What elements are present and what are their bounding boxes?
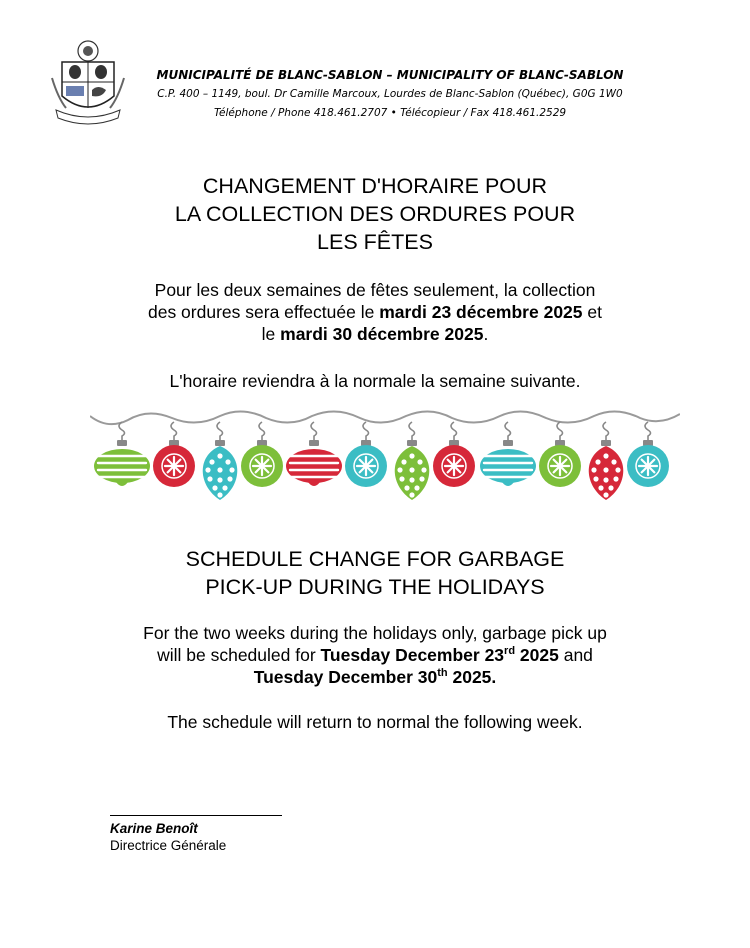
french-title-line: CHANGEMENT D'HORAIRE POUR xyxy=(202,174,548,198)
english-date-1: Tuesday December 23rd 2025 xyxy=(320,645,559,665)
ornament-12 xyxy=(627,422,669,487)
french-title-line: LA COLLECTION DES ORDURES POUR xyxy=(174,202,576,226)
ornament-5 xyxy=(286,422,342,486)
municipality-name: MUNICIPALITÉ DE BLANC-SABLON – MUNICIPALITY OF BLANC-SABLON xyxy=(156,68,624,82)
ornament-10 xyxy=(539,422,581,487)
signatory-name: Karine Benoît xyxy=(110,821,198,836)
ornament-7 xyxy=(395,422,430,500)
signature-line xyxy=(110,815,282,816)
ornament-1 xyxy=(94,422,150,486)
french-notice-line: des ordures sera effectuée le mardi 23 décembre 2025 et xyxy=(147,302,602,322)
french-title xyxy=(60,172,690,256)
signatory-title: Directrice Générale xyxy=(110,838,227,853)
ornament-4 xyxy=(241,422,283,487)
english-notice-line: will be scheduled for Tuesday December 23rd 2025 and xyxy=(157,645,593,665)
french-notice xyxy=(60,279,690,345)
municipality-crest-logo xyxy=(48,38,128,128)
english-date-2: Tuesday December 30th 2025. xyxy=(253,667,497,687)
ornament-11 xyxy=(589,422,624,500)
municipality-phone: Téléphone / Phone 418.461.2707 • Télécopieur / Fax 418.461.2529 xyxy=(213,107,567,119)
municipality-address: C.P. 400 – 1149, boul. Dr Camille Marcoux, Lourdes de Blanc-Sablon (Québec), G0G 1W0 xyxy=(157,88,623,100)
english-title-line: PICK-UP DURING THE HOLIDAYS xyxy=(205,575,545,599)
christmas-ornament-garland xyxy=(90,404,680,504)
french-date-2: mardi 30 décembre 2025 xyxy=(280,324,484,344)
english-title xyxy=(60,545,690,601)
garland-string-line xyxy=(90,411,680,424)
french-notice-line: le mardi 30 décembre 2025. xyxy=(261,324,489,344)
english-notice-line: For the two weeks during the holidays only, garbage pick up xyxy=(143,623,607,643)
ornament-2 xyxy=(153,422,195,487)
french-title-line: LES FÊTES xyxy=(317,230,433,254)
english-title-line: SCHEDULE CHANGE FOR GARBAGE xyxy=(185,547,565,571)
ornament-9 xyxy=(480,422,536,486)
ornament-8 xyxy=(433,422,475,487)
french-return-note: L'horaire reviendra à la normale la semaine suivante. xyxy=(169,371,581,391)
ornament-3 xyxy=(203,422,238,500)
french-notice-line: Pour les deux semaines de fêtes seulement, la collection xyxy=(154,280,596,300)
letterhead xyxy=(0,0,750,130)
english-notice-line xyxy=(60,666,690,688)
french-date-1: mardi 23 décembre 2025 xyxy=(379,302,583,322)
english-return-note: The schedule will return to normal the following week. xyxy=(167,712,583,732)
ornament-6 xyxy=(345,422,387,487)
english-notice xyxy=(60,622,690,688)
